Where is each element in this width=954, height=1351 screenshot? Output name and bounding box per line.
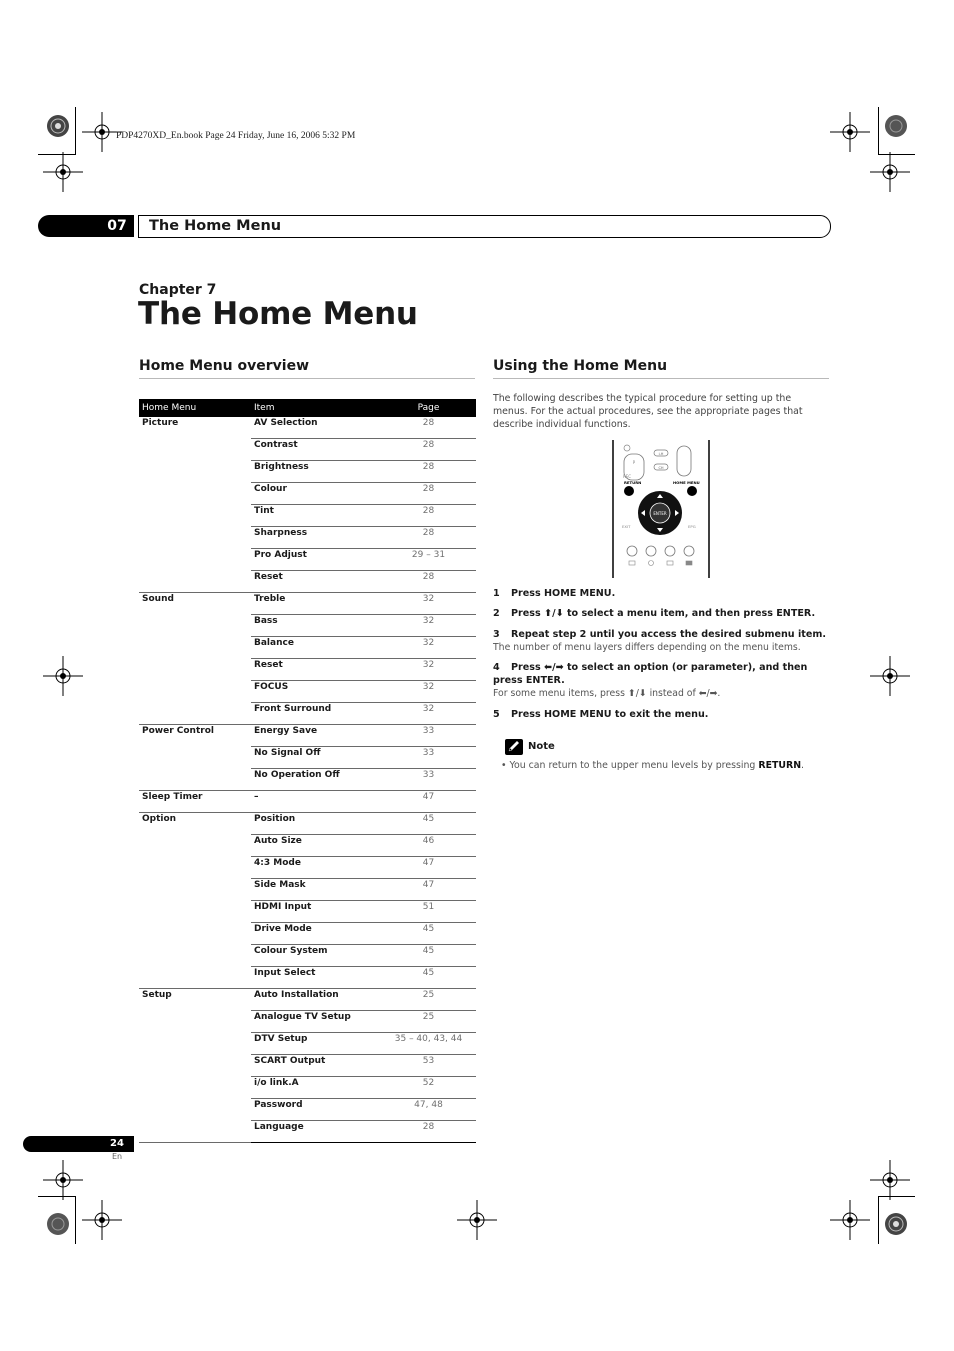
registration-target-icon bbox=[884, 114, 908, 138]
table-row bbox=[139, 527, 476, 549]
menu-item-cell: Auto Installation bbox=[251, 989, 381, 1011]
remote-control-illustration bbox=[612, 440, 712, 580]
page-ref-cell: 45 bbox=[381, 923, 476, 945]
step-text: Press HOME MENU to exit the menu. bbox=[511, 709, 709, 720]
menu-item-cell: FOCUS bbox=[251, 681, 381, 703]
menu-group-cell: Setup bbox=[142, 990, 172, 1000]
crop-crosshair-icon bbox=[457, 1200, 497, 1240]
chapter-label: Chapter 7 bbox=[139, 282, 217, 298]
trim-line bbox=[75, 107, 76, 155]
menu-item-cell: Energy Save bbox=[251, 725, 381, 747]
menu-group-cell: Sleep Timer bbox=[139, 791, 251, 813]
menu-group-cell bbox=[139, 505, 251, 527]
step-number: 4 bbox=[493, 662, 500, 673]
header-title: The Home Menu bbox=[149, 218, 282, 234]
page-ref-cell: 45 bbox=[381, 967, 476, 989]
menu-group-cell bbox=[139, 857, 251, 879]
page-ref-cell: 28 bbox=[381, 483, 476, 505]
crop-crosshair-icon bbox=[870, 152, 910, 192]
menu-group-cell bbox=[139, 835, 251, 857]
page-ref-cell: 28 bbox=[381, 1121, 476, 1143]
page-ref-cell: 28 bbox=[381, 527, 476, 549]
trim-line bbox=[75, 1196, 76, 1244]
menu-item-cell: Position bbox=[251, 813, 381, 835]
page-ref-cell: 32 bbox=[381, 703, 476, 725]
trim-line bbox=[878, 1196, 915, 1197]
page-ref-cell: 28 bbox=[381, 571, 476, 593]
menu-item-cell: No Signal Off bbox=[251, 747, 381, 769]
step-number: 5 bbox=[493, 709, 500, 720]
chapter-number: 07 bbox=[107, 218, 127, 234]
remote-label: i-H bbox=[658, 452, 664, 456]
registration-target-icon bbox=[46, 114, 70, 138]
menu-group-cell: Power Control bbox=[142, 726, 214, 736]
trim-line bbox=[38, 154, 75, 155]
table-row bbox=[139, 483, 476, 505]
page-number: 24 bbox=[110, 1138, 124, 1149]
step-number: 1 bbox=[493, 588, 500, 599]
menu-group-cell bbox=[139, 1099, 251, 1121]
section-rule bbox=[493, 378, 829, 379]
table-row bbox=[139, 813, 476, 835]
page-ref-cell: 28 bbox=[381, 505, 476, 527]
page-ref-cell: 28 bbox=[381, 417, 476, 439]
crop-crosshair-icon bbox=[870, 1160, 910, 1200]
column-header: Item bbox=[251, 399, 381, 417]
menu-group-cell bbox=[139, 703, 251, 725]
page-ref-cell: 32 bbox=[381, 593, 476, 615]
trim-line bbox=[38, 1196, 75, 1197]
menu-group-cell bbox=[139, 439, 251, 461]
menu-group-cell bbox=[139, 483, 251, 505]
step-number: 3 bbox=[493, 629, 500, 640]
step-text: Press HOME MENU. bbox=[511, 588, 616, 599]
menu-group-cell bbox=[139, 879, 251, 901]
page-ref-cell: 33 bbox=[381, 769, 476, 791]
crop-crosshair-icon bbox=[830, 1200, 870, 1240]
table-row bbox=[139, 989, 476, 1011]
page-ref-cell: 25 bbox=[381, 989, 476, 1011]
trim-line bbox=[878, 1196, 879, 1244]
menu-group-cell: Option bbox=[142, 814, 177, 824]
crop-crosshair-icon bbox=[82, 1200, 122, 1240]
menu-group-cell bbox=[139, 901, 251, 923]
menu-item-cell: Colour System bbox=[251, 945, 381, 967]
table-row bbox=[139, 681, 476, 703]
menu-item-cell: Colour bbox=[251, 483, 381, 505]
page-ref-cell: 32 bbox=[381, 681, 476, 703]
registration-target-icon bbox=[884, 1212, 908, 1236]
menu-group-cell bbox=[139, 659, 251, 681]
menu-group-cell: Sound bbox=[142, 594, 174, 604]
menu-item-cell: Input Select bbox=[251, 967, 381, 989]
note-text: • You can return to the upper menu levels by pressing RETURN. bbox=[501, 760, 805, 771]
step-text: Press ⬆/⬇ to select a menu item, and then press ENTER. bbox=[511, 608, 816, 619]
page-ref-cell: 32 bbox=[381, 659, 476, 681]
page-ref-cell: 52 bbox=[381, 1077, 476, 1099]
table-row bbox=[139, 857, 476, 879]
table-row bbox=[139, 1077, 476, 1099]
crop-crosshair-icon bbox=[870, 656, 910, 696]
step-subtext: The number of menu layers differs depending on the menu items. bbox=[493, 642, 801, 653]
page-language: En bbox=[112, 1152, 123, 1161]
trim-line bbox=[878, 107, 879, 155]
intro-paragraph: The following describes the typical procedure for setting up the menus. For the actual procedures, see the appropriate pages that describe individual functions. bbox=[493, 393, 803, 430]
table-row bbox=[139, 1033, 476, 1055]
menu-group-cell bbox=[139, 1121, 251, 1143]
table-row bbox=[139, 1099, 476, 1121]
menu-group-cell bbox=[139, 1011, 251, 1033]
note-bold: RETURN bbox=[758, 760, 802, 771]
menu-item-cell: Front Surround bbox=[251, 703, 381, 725]
page-ref-cell: 33 bbox=[381, 725, 476, 747]
menu-item-cell: Pro Adjust bbox=[251, 549, 381, 571]
column-header: Home Menu bbox=[139, 399, 251, 417]
menu-group-cell bbox=[139, 527, 251, 549]
step-item bbox=[493, 708, 833, 721]
remote-label: P bbox=[632, 460, 636, 465]
table-row bbox=[139, 769, 476, 791]
trim-line bbox=[878, 154, 915, 155]
menu-group-cell bbox=[139, 967, 251, 989]
crop-crosshair-icon bbox=[43, 656, 83, 696]
page-ref-cell: 47, 48 bbox=[381, 1099, 476, 1121]
registration-target-icon bbox=[46, 1212, 70, 1236]
table-row bbox=[139, 637, 476, 659]
remote-label: RETURN bbox=[624, 480, 642, 485]
menu-item-cell: SCART Output bbox=[251, 1055, 381, 1077]
step-number: 2 bbox=[493, 608, 500, 619]
menu-item-cell: Sharpness bbox=[251, 527, 381, 549]
table-row bbox=[139, 593, 476, 615]
menu-item-cell: Balance bbox=[251, 637, 381, 659]
menu-group-cell bbox=[139, 461, 251, 483]
remote-label: ENTER bbox=[653, 511, 667, 516]
menu-item-cell: Reset bbox=[251, 659, 381, 681]
table-row bbox=[139, 571, 476, 593]
menu-item-cell: DTV Setup bbox=[251, 1033, 381, 1055]
menu-group-cell bbox=[139, 615, 251, 637]
menu-item-cell: AV Selection bbox=[251, 417, 381, 439]
menu-group-cell bbox=[139, 637, 251, 659]
table-row bbox=[139, 659, 476, 681]
home-menu-table bbox=[139, 399, 476, 1143]
menu-item-cell: Contrast bbox=[251, 439, 381, 461]
table-row bbox=[139, 967, 476, 989]
table-row bbox=[139, 923, 476, 945]
menu-group-cell bbox=[139, 945, 251, 967]
crop-crosshair-icon bbox=[43, 1160, 83, 1200]
menu-group-cell bbox=[139, 769, 251, 791]
menu-item-cell: No Operation Off bbox=[251, 769, 381, 791]
page-ref-cell: 46 bbox=[381, 835, 476, 857]
table-row bbox=[139, 439, 476, 461]
note-pencil-icon bbox=[505, 739, 523, 755]
table-row bbox=[139, 945, 476, 967]
menu-item-cell: Password bbox=[251, 1099, 381, 1121]
table-row bbox=[139, 1055, 476, 1077]
note-label: Note bbox=[528, 741, 555, 752]
table-row bbox=[139, 703, 476, 725]
section-heading-overview: Home Menu overview bbox=[139, 358, 310, 374]
note-prefix: You can return to the upper menu levels by pressing bbox=[509, 760, 756, 771]
note-suffix: . bbox=[801, 760, 805, 771]
remote-label: REC bbox=[623, 474, 632, 479]
remote-label: CH bbox=[658, 466, 664, 470]
step-item bbox=[493, 607, 833, 620]
menu-item-cell: Side Mask bbox=[251, 879, 381, 901]
menu-group-cell bbox=[139, 1077, 251, 1099]
table-row bbox=[139, 615, 476, 637]
table-row bbox=[139, 505, 476, 527]
page-ref-cell: 29 – 31 bbox=[381, 549, 476, 571]
table-row bbox=[139, 1121, 476, 1143]
step-subtext: For some menu items, press ⬆/⬇ instead of ⬅/➡. bbox=[493, 688, 721, 699]
menu-item-cell: Drive Mode bbox=[251, 923, 381, 945]
menu-group-cell bbox=[139, 571, 251, 593]
table-row bbox=[139, 835, 476, 857]
page-ref-cell: 45 bbox=[381, 813, 476, 835]
table-header-row bbox=[139, 399, 476, 417]
menu-item-cell: HDMI Input bbox=[251, 901, 381, 923]
table-row bbox=[139, 791, 476, 813]
page-ref-cell: 47 bbox=[381, 857, 476, 879]
menu-item-cell: Auto Size bbox=[251, 835, 381, 857]
page-ref-cell: 51 bbox=[381, 901, 476, 923]
page-ref-cell: 32 bbox=[381, 615, 476, 637]
menu-group-cell bbox=[139, 1033, 251, 1055]
menu-group-cell bbox=[139, 681, 251, 703]
table-row bbox=[139, 417, 476, 439]
menu-item-cell: Tint bbox=[251, 505, 381, 527]
page-ref-cell: 32 bbox=[381, 637, 476, 659]
page-ref-cell: 47 bbox=[381, 879, 476, 901]
step-text: Repeat step 2 until you access the desired submenu item. bbox=[511, 629, 827, 640]
menu-group-cell: Picture bbox=[142, 418, 179, 428]
book-info: PDP4270XD_En.book Page 24 Friday, June 16, 2006 5:32 PM bbox=[116, 131, 356, 141]
page-ref-cell: 28 bbox=[381, 439, 476, 461]
menu-item-cell: i/o link.A bbox=[251, 1077, 381, 1099]
column-header: Page bbox=[381, 399, 476, 417]
menu-item-cell: Bass bbox=[251, 615, 381, 637]
menu-group-cell bbox=[139, 923, 251, 945]
table-row bbox=[139, 549, 476, 571]
remote-label: HOME MENU bbox=[673, 480, 700, 485]
table-row bbox=[139, 461, 476, 483]
table-row bbox=[139, 879, 476, 901]
step-item bbox=[493, 587, 833, 600]
section-rule bbox=[139, 378, 475, 379]
step-item bbox=[493, 661, 833, 700]
page-ref-cell: 25 bbox=[381, 1011, 476, 1033]
page-ref-cell: 35 – 40, 43, 44 bbox=[381, 1033, 476, 1055]
step-item bbox=[493, 628, 833, 654]
menu-item-cell: Language bbox=[251, 1121, 381, 1143]
remote-label: EXIT bbox=[622, 524, 631, 529]
table-row bbox=[139, 1011, 476, 1033]
menu-item-cell: Reset bbox=[251, 571, 381, 593]
table-row bbox=[139, 725, 476, 747]
menu-group-cell bbox=[139, 1055, 251, 1077]
section-heading-using: Using the Home Menu bbox=[493, 358, 668, 374]
page-title: The Home Menu bbox=[138, 296, 418, 332]
menu-group-cell bbox=[139, 549, 251, 571]
remote-label: EPG bbox=[688, 524, 696, 529]
menu-item-cell: Brightness bbox=[251, 461, 381, 483]
menu-item-cell: – bbox=[251, 791, 381, 813]
step-text: Press ⬅/➡ to select an option (or parameter), and then press ENTER. bbox=[493, 662, 808, 686]
crop-crosshair-icon bbox=[43, 152, 83, 192]
table-row bbox=[139, 747, 476, 769]
menu-group-cell bbox=[139, 747, 251, 769]
page-ref-cell: 28 bbox=[381, 461, 476, 483]
menu-item-cell: 4:3 Mode bbox=[251, 857, 381, 879]
page-ref-cell: 45 bbox=[381, 945, 476, 967]
menu-item-cell: Treble bbox=[251, 593, 381, 615]
page-ref-cell: 33 bbox=[381, 747, 476, 769]
table-row bbox=[139, 901, 476, 923]
menu-item-cell: Analogue TV Setup bbox=[251, 1011, 381, 1033]
crop-crosshair-icon bbox=[830, 112, 870, 152]
page-ref-cell: 53 bbox=[381, 1055, 476, 1077]
table-body bbox=[139, 417, 476, 1143]
page-ref-cell: 47 bbox=[381, 791, 476, 813]
